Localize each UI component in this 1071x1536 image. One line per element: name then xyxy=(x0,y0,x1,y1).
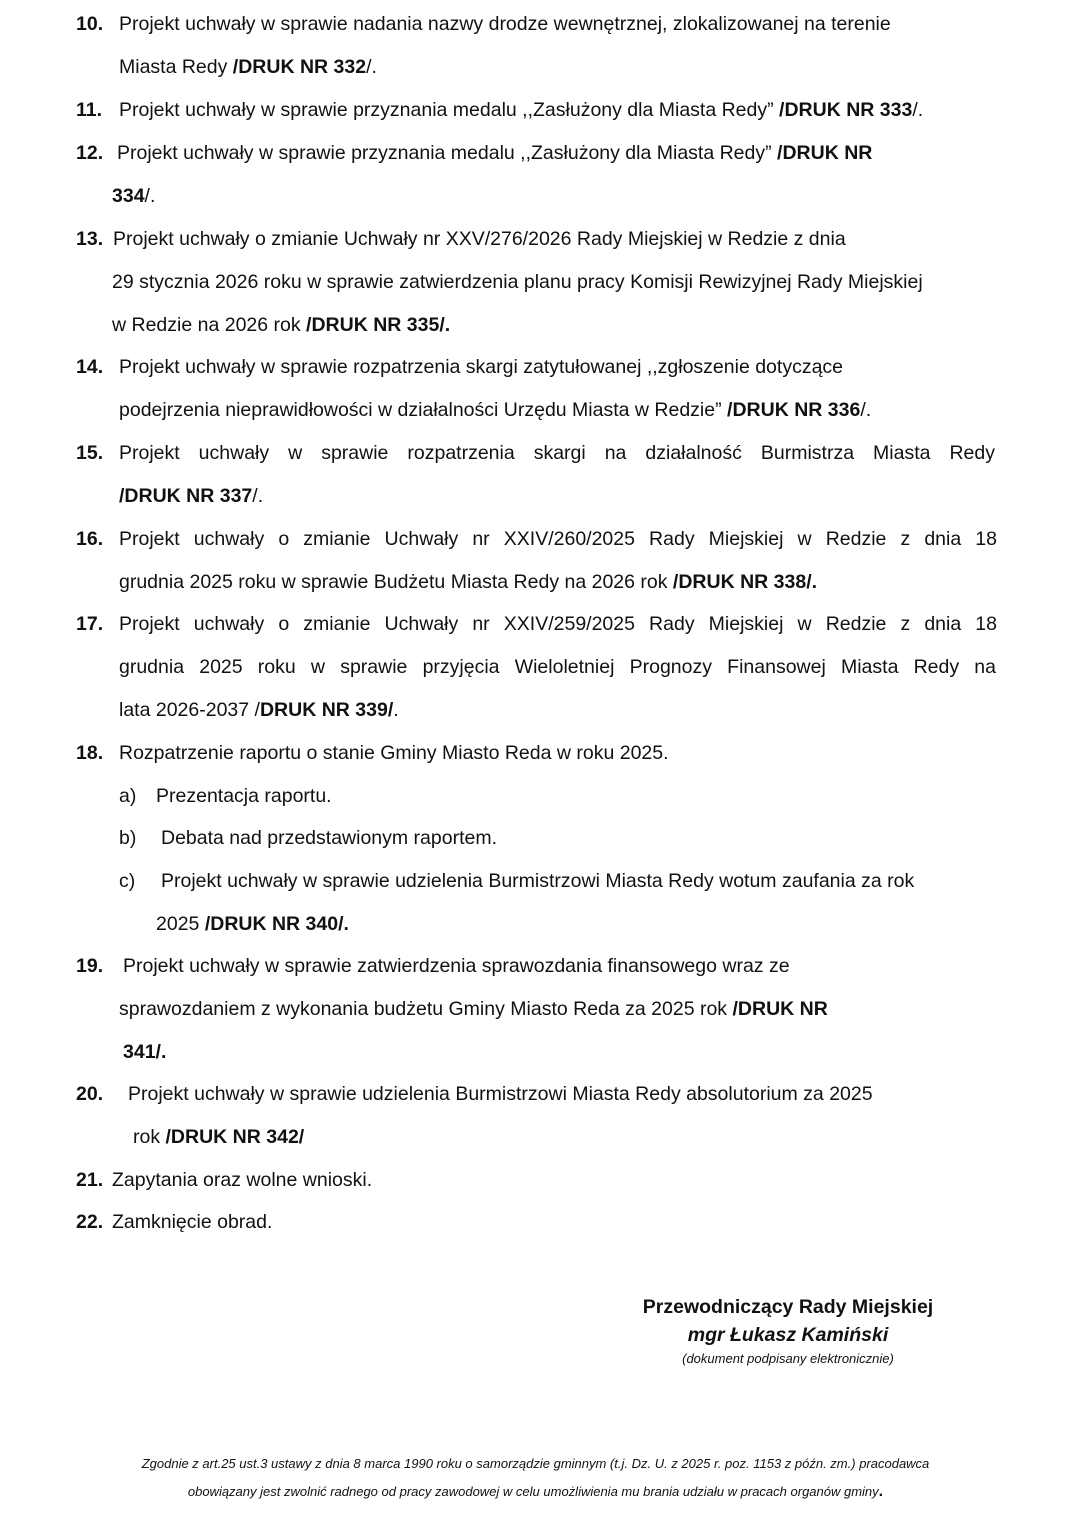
footer-line-1: Zgodnie z art.25 ust.3 ustawy z dnia 8 marca 1990 roku o samorządzie gminnym (t.j. Dz. U. z 2025 r. poz. 1153 z późn. zm.) pracodawca xyxy=(141,1456,930,1471)
sub-item-label: c) xyxy=(119,870,136,892)
item-text-cont: sprawozdaniem z wykonania budżetu Gminy Miasto Reda za 2025 rok /DRUK NR xyxy=(119,998,828,1020)
item-number: 18. xyxy=(76,742,104,764)
item-number: 13. xyxy=(76,228,104,250)
item-text: Rozpatrzenie raportu o stanie Gminy Miasto Reda w roku 2025. xyxy=(119,742,669,764)
item-number: 21. xyxy=(76,1169,104,1191)
item-text: Projekt uchwały o zmianie Uchwały nr XXIV/259/2025 Rady Miejskiej w Redzie z dnia 18 xyxy=(119,613,997,635)
sub-item-text: Debata nad przedstawionym raportem. xyxy=(161,827,498,849)
item-text-cont: 341/. xyxy=(123,1041,167,1063)
druk-ref: /DRUK NR 336 xyxy=(727,399,861,421)
item-text-cont: grudnia 2025 roku w sprawie przyjęcia Wieloletniej Prognozy Finansowej Miasta Redy na xyxy=(119,656,996,678)
item-text-cont: podejrzenia nieprawidłowości w działalności Urzędu Miasta w Redzie” /DRUK NR 336/. xyxy=(119,399,872,421)
item-text: Projekt uchwały w sprawie udzielenia Burmistrzowi Miasta Redy absolutorium za 2025 xyxy=(128,1083,873,1105)
item-text: Projekt uchwały o zmianie Uchwały nr XXV/276/2026 Rady Miejskiej w Redzie z dnia xyxy=(113,228,846,250)
signature-note: (dokument podpisany elektronicznie) xyxy=(682,1351,894,1366)
item-text-cont: grudnia 2025 roku w sprawie Budżetu Miasta Redy na 2026 rok /DRUK NR 338/. xyxy=(119,571,818,593)
item-text: Projekt uchwały w sprawie przyznania medalu ,,Zasłużony dla Miasta Redy” /DRUK NR xyxy=(117,142,873,164)
item-text: Projekt uchwały w sprawie zatwierdzenia sprawozdania finansowego wraz ze xyxy=(123,955,790,977)
druk-ref: /DRUK NR xyxy=(777,142,873,164)
item-number: 20. xyxy=(76,1083,104,1105)
item-number: 16. xyxy=(76,528,104,550)
druk-ref: /DRUK NR 333 xyxy=(779,99,913,121)
signature-title: Przewodniczący Rady Miejskiej xyxy=(642,1296,934,1318)
druk-ref: /DRUK NR 342/ xyxy=(165,1126,305,1148)
item-number: 15. xyxy=(76,442,104,464)
item-text: Projekt uchwały o zmianie Uchwały nr XXIV/260/2025 Rady Miejskiej w Redzie z dnia 18 xyxy=(119,528,997,550)
item-number: 17. xyxy=(76,613,104,635)
item-text-cont: 334/. xyxy=(112,185,156,207)
sub-item-text: Projekt uchwały w sprawie udzielenia Burmistrzowi Miasta Redy wotum zaufania za rok xyxy=(161,870,915,892)
item-number: 11. xyxy=(76,99,103,121)
item-text-cont: /DRUK NR 337/. xyxy=(119,485,264,507)
druk-ref: /DRUK NR 335/. xyxy=(306,314,451,336)
item-number: 12. xyxy=(76,142,104,164)
item-number: 22. xyxy=(76,1211,104,1233)
druk-ref: /DRUK NR 337 xyxy=(119,485,253,507)
sub-item-label: b) xyxy=(119,827,137,849)
signature-name: mgr Łukasz Kamiński xyxy=(687,1324,889,1346)
item-text-cont: lata 2026-2037 /DRUK NR 339/. xyxy=(119,699,399,721)
druk-ref: /DRUK NR 332 xyxy=(232,56,367,78)
item-text: Zamknięcie obrad. xyxy=(112,1211,273,1233)
druk-ref: /DRUK NR 338/. xyxy=(672,571,818,593)
item-text-cont: Miasta Redy /DRUK NR 332/. xyxy=(119,56,377,78)
item-text-cont: 29 stycznia 2026 roku w sprawie zatwierdzenia planu pracy Komisji Rewizyjnej Rady Miejskiej xyxy=(112,271,923,293)
item-text: Projekt uchwały w sprawie rozpatrzenia skargi na działalność Burmistrza Miasta Redy xyxy=(119,442,995,464)
druk-ref: /DRUK NR 340/. xyxy=(204,913,349,935)
item-number: 19. xyxy=(76,955,104,977)
druk-ref: DRUK NR 339/ xyxy=(259,699,394,721)
item-number: 10. xyxy=(76,13,104,35)
item-text: Projekt uchwały w sprawie nadania nazwy drodze wewnętrznej, zlokalizowanej na terenie xyxy=(119,13,891,35)
item-text-cont: rok /DRUK NR 342/ xyxy=(133,1126,305,1148)
item-text-cont: w Redzie na 2026 rok /DRUK NR 335/. xyxy=(112,314,451,336)
sub-item-text: Prezentacja raportu. xyxy=(156,785,332,807)
footer-line-2: obowiązany jest zwolnić radnego od pracy zawodowej w celu umożliwienia mu brania udziału w pracach organów gminy. xyxy=(187,1483,884,1500)
sub-item-label: a) xyxy=(119,785,137,807)
item-text: Projekt uchwały w sprawie rozpatrzenia skargi zatytułowanej ,,zgłoszenie dotyczące xyxy=(119,356,844,378)
item-number: 14. xyxy=(76,356,104,378)
item-text: Zapytania oraz wolne wnioski. xyxy=(112,1169,373,1191)
sub-item-text-cont: 2025 /DRUK NR 340/. xyxy=(156,913,349,935)
druk-ref: /DRUK NR xyxy=(732,998,828,1020)
item-text: Projekt uchwały w sprawie przyznania medalu ,,Zasłużony dla Miasta Redy” /DRUK NR 333/. xyxy=(119,99,924,121)
